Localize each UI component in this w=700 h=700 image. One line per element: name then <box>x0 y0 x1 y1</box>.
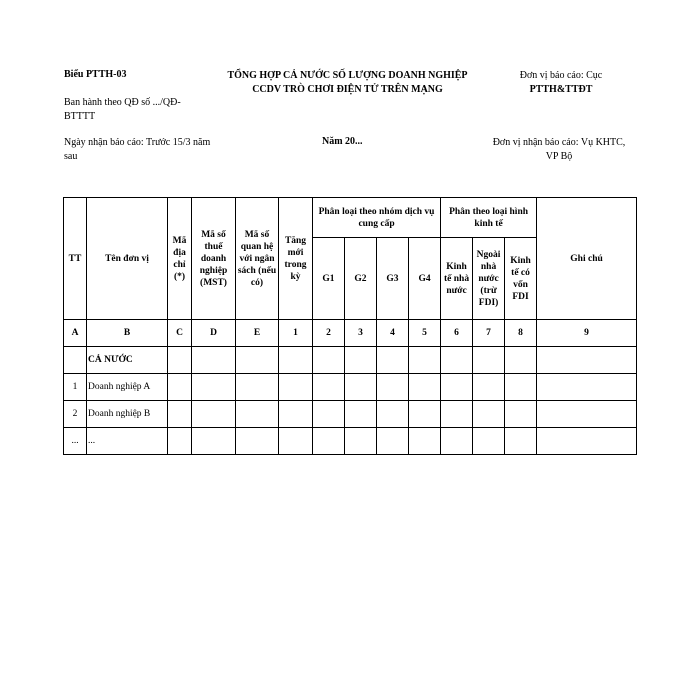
row-name: Doanh nghiệp B <box>87 401 168 428</box>
cell <box>377 401 409 428</box>
cell <box>313 428 345 455</box>
col-budget-code: Mã số quan hệ với ngân sách (nếu có) <box>236 198 279 320</box>
cell <box>345 347 377 374</box>
cell <box>168 347 192 374</box>
cell <box>313 347 345 374</box>
cell <box>377 428 409 455</box>
receiving-unit-line1: Đơn vị nhận báo cáo: Vụ KHTC, <box>492 137 626 148</box>
cell <box>473 428 505 455</box>
cell <box>377 374 409 401</box>
code-cell: A <box>64 320 87 347</box>
cell <box>441 374 473 401</box>
cell <box>409 401 441 428</box>
cell <box>505 347 537 374</box>
code-cell: C <box>168 320 192 347</box>
cell <box>409 428 441 455</box>
col-g4: G4 <box>409 238 441 320</box>
issued-by: Ban hành theo QĐ số .../QĐ-BTTTT <box>64 97 181 122</box>
col-state: Kinh tế nhà nước <box>441 238 473 320</box>
table-row <box>64 401 637 428</box>
code-cell: D <box>192 320 236 347</box>
report-table <box>63 197 637 455</box>
cell <box>537 428 637 455</box>
col-address-code: Mã địa chỉ (*) <box>168 198 192 320</box>
header-row-1 <box>64 198 637 238</box>
code-cell: 5 <box>409 320 441 347</box>
cell <box>505 401 537 428</box>
row-tt: ... <box>64 428 87 455</box>
cell <box>192 347 236 374</box>
table-row <box>64 374 637 401</box>
cell <box>377 347 409 374</box>
cell <box>236 401 279 428</box>
col-tax-code: Mã số thuế doanh nghiệp (MST) <box>192 198 236 320</box>
col-g3: G3 <box>377 238 409 320</box>
report-title <box>200 69 495 97</box>
cell <box>409 374 441 401</box>
code-cell: 2 <box>313 320 345 347</box>
cell <box>505 428 537 455</box>
col-new-increase: Tăng mới trong kỳ <box>279 198 313 320</box>
cell <box>168 401 192 428</box>
code-cell: 7 <box>473 320 505 347</box>
cell <box>409 347 441 374</box>
cell <box>441 428 473 455</box>
col-group-economy: Phân theo loại hình kinh tế <box>441 198 537 238</box>
table-row <box>64 428 637 455</box>
cell <box>345 374 377 401</box>
cell <box>505 374 537 401</box>
cell <box>192 401 236 428</box>
code-cell: 8 <box>505 320 537 347</box>
cell <box>168 374 192 401</box>
code-cell: E <box>236 320 279 347</box>
form-code: Biểu PTTH-03 <box>64 69 127 80</box>
col-g1: G1 <box>313 238 345 320</box>
reporting-unit-line1: Đơn vị báo cáo: Cục <box>519 70 603 81</box>
col-unit-name: Tên đơn vị <box>87 198 168 320</box>
received-date: Ngày nhận báo cáo: Trước 15/3 năm sau <box>64 137 211 162</box>
cell <box>236 428 279 455</box>
cell <box>279 347 313 374</box>
report-title-line1: TỔNG HỢP CẢ NƯỚC SỐ LƯỢNG DOANH NGHIỆP <box>227 70 468 81</box>
row-name: ... <box>87 428 168 455</box>
cell <box>441 347 473 374</box>
cell <box>279 401 313 428</box>
table-row <box>64 347 637 374</box>
cell <box>537 374 637 401</box>
cell <box>168 428 192 455</box>
col-fdi: Kinh tế có vốn FDI <box>505 238 537 320</box>
receiving-unit-line2: VP Bộ <box>545 151 573 162</box>
code-cell: 1 <box>279 320 313 347</box>
receiving-unit <box>484 136 634 164</box>
code-cell: 3 <box>345 320 377 347</box>
cell <box>236 347 279 374</box>
cell <box>192 374 236 401</box>
cell <box>313 374 345 401</box>
code-cell: 4 <box>377 320 409 347</box>
cell <box>192 428 236 455</box>
col-group-service: Phân loại theo nhóm dịch vụ cung cấp <box>313 198 441 238</box>
cell <box>537 347 637 374</box>
col-tt: TT <box>64 198 87 320</box>
code-cell: 9 <box>537 320 637 347</box>
code-cell: 6 <box>441 320 473 347</box>
cell <box>473 347 505 374</box>
cell <box>313 401 345 428</box>
code-cell: B <box>87 320 168 347</box>
col-notes: Ghi chú <box>537 198 637 320</box>
report-title-line2: CCDV TRÒ CHƠI ĐIỆN TỬ TRÊN MẠNG <box>252 84 443 95</box>
row-name: Doanh nghiệp A <box>87 374 168 401</box>
cell <box>236 374 279 401</box>
reporting-unit <box>502 69 620 97</box>
cell <box>473 401 505 428</box>
cell <box>345 428 377 455</box>
row-tt <box>64 347 87 374</box>
cell <box>279 428 313 455</box>
reporting-unit-line2: PTTH&TTĐT <box>529 84 593 95</box>
code-row <box>64 320 637 347</box>
cell <box>441 401 473 428</box>
cell <box>345 401 377 428</box>
col-non-state: Ngoài nhà nước (trừ FDI) <box>473 238 505 320</box>
row-tt: 2 <box>64 401 87 428</box>
cell <box>537 401 637 428</box>
cell <box>279 374 313 401</box>
cell <box>473 374 505 401</box>
col-g2: G2 <box>345 238 377 320</box>
row-tt: 1 <box>64 374 87 401</box>
report-year: Năm 20... <box>322 136 363 147</box>
row-name: CẢ NƯỚC <box>87 347 168 374</box>
